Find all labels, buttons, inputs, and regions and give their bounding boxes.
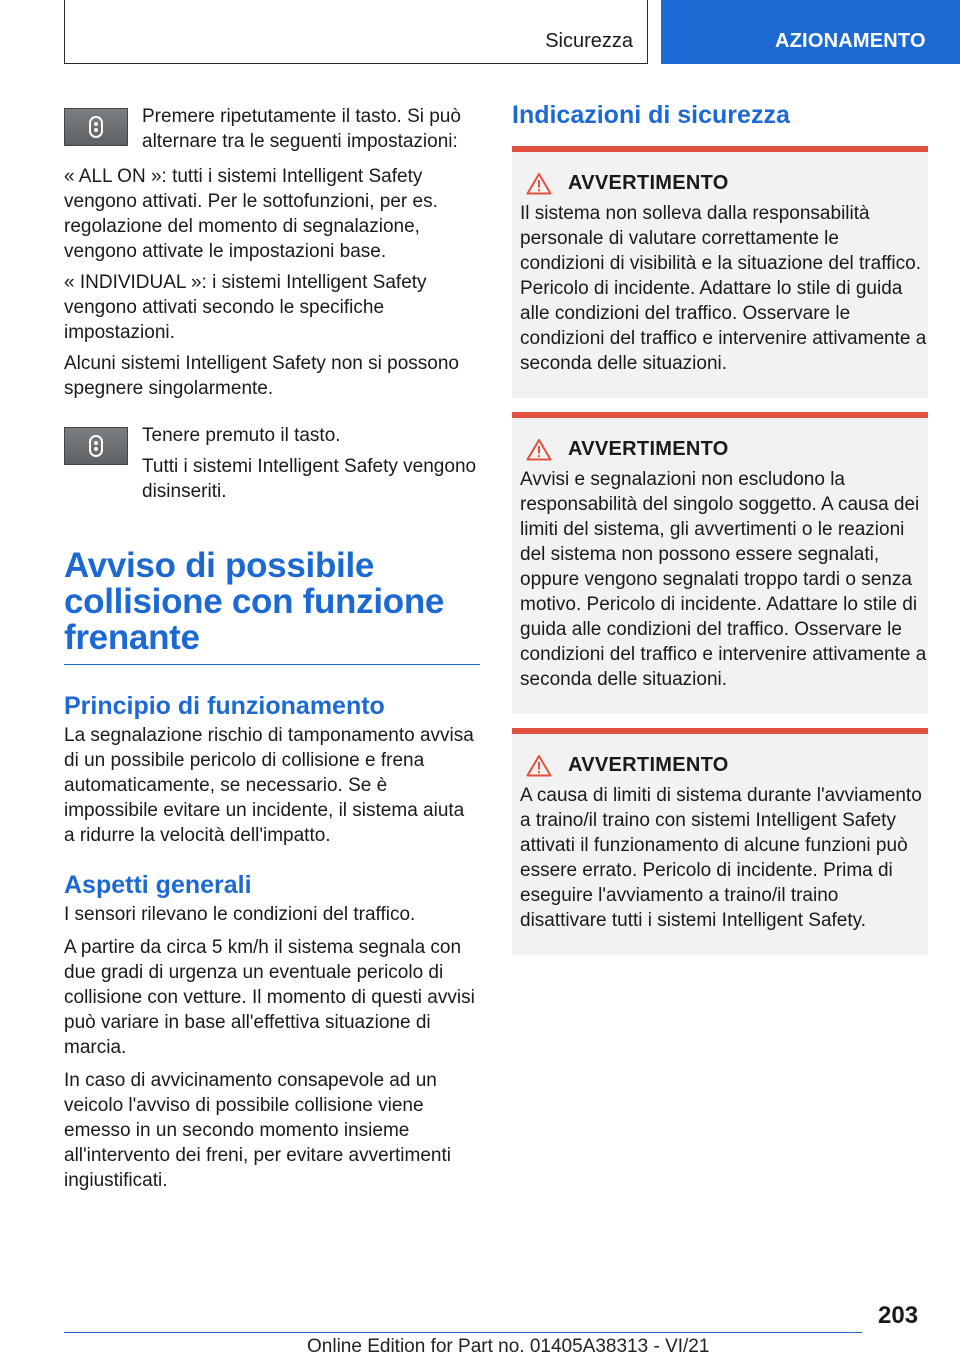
- intelligent-safety-button-icon: [64, 427, 128, 465]
- warning-title: AVVERTIMENTO: [568, 754, 729, 776]
- footer-divider: [64, 1332, 862, 1333]
- paragraph-speed-warning: A partire da circa 5 km/h il sistema segnala con due gradi di urgenza un eventuale pericolo di collisione con vetture. Il momento di questi avvisi può variare in base all'effettiva situazione di marcia.: [64, 937, 475, 1058]
- paragraph-cannot-disable: Alcuni sistemi Intelligent Safety non si possono spegnere singolarmente.: [64, 353, 459, 399]
- warning-box: [512, 146, 928, 398]
- paragraph-all-on: « ALL ON »: tutti i sistemi Intelligent Safety vengono attivati. Per le sottofunzioni, per es. regolazione del momento di segnalazione, vengono attivate le impostazioni base.: [64, 166, 438, 262]
- heading-collision-warning: Avviso di possibile collisione con funzione frenante: [64, 548, 480, 665]
- warning-box: [512, 412, 928, 714]
- page-number: 203: [878, 1302, 919, 1329]
- paragraph-all-disabled: Tutti i sistemi Intelligent Safety vengono disinseriti.: [142, 456, 477, 502]
- paragraph-hold-button: Tenere premuto il tasto.: [142, 425, 341, 446]
- section-label: Sicurezza: [545, 30, 633, 52]
- button-hold-instruction: [64, 423, 480, 504]
- warning-header: [526, 754, 928, 777]
- heading-safety-notes: Indicazioni di sicurezza: [512, 101, 790, 129]
- header-section-box: [64, 0, 648, 64]
- warning-box: [512, 728, 928, 955]
- warning-text: Il sistema non solleva dalla responsabilità personale di valutare correttamente le condizioni di visibilità e la situazione del traffico. Pericolo di incidente. Adattare lo stile di guida alle condizioni del traffico. Osservare le condizioni del traffico e intervenire attivamente a seconda delle situazioni.: [520, 203, 927, 374]
- warning-text: Avvisi e segnalazioni non escludono la responsabilità del singolo soggetto. A causa dei limiti del sistema, gli avvertimenti o le reazioni del sistema non possono essere segnalati, oppure vengono segnalati troppo tardi o senza motivo. Pericolo di incidente. Adattare lo stile di guida alle condizioni del traffico. Osservare le condizioni del traffico e intervenire attivamente a seconda delle situazioni.: [520, 469, 927, 690]
- button-press-instruction: [64, 104, 480, 158]
- paragraph-individual: « INDIVIDUAL »: i sistemi Intelligent Safety vengono attivati secondo le specifiche impostazioni.: [64, 272, 427, 343]
- warning-title: AVVERTIMENTO: [568, 438, 729, 460]
- paragraph-sensors: I sensori rilevano le condizioni del traffico.: [64, 904, 416, 925]
- right-column: [512, 100, 928, 955]
- warning-triangle-icon: [526, 172, 552, 195]
- paragraph-principle: La segnalazione rischio di tamponamento avvisa di un possibile pericolo di collisione e frena automaticamente, se necessario. Se è impossibile evitare un incidente, il sistema aiuta a ridurre la velocità dell'impatto.: [64, 725, 474, 846]
- warning-header: [526, 438, 928, 461]
- paragraph-press-repeatedly: Premere ripetutamente il tasto. Si può alternare tra le seguenti impostazioni:: [142, 106, 461, 152]
- footer-edition: Online Edition for Part no. 01405A38313 - VI/21: [307, 1336, 710, 1357]
- warning-text: A causa di limiti di sistema durante l'avviamento a traino/il traino con sistemi Intelligent Safety attivati il funzionamento di alcune funzioni può essere errato. Pericolo di incidente. Prima di eseguire l'avviamento a traino/il traino disattivare tutti i sistemi Intelligent Safety.: [520, 785, 922, 931]
- warning-title: AVVERTIMENTO: [568, 172, 729, 194]
- warning-header: [526, 172, 928, 195]
- heading-principle: Principio di funzionamento: [64, 692, 385, 720]
- warning-triangle-icon: [526, 754, 552, 777]
- heading-general-aspects: Aspetti generali: [64, 871, 252, 899]
- intelligent-safety-button-icon: [64, 108, 128, 146]
- paragraph-approach: In caso di avvicinamento consapevole ad un veicolo l'avviso di possibile collisione viene emesso in un secondo momento insieme all'intervento dei freni, per evitare avvertimenti ingiustificati.: [64, 1070, 451, 1191]
- chapter-tab: AZIONAMENTO: [661, 0, 960, 64]
- warning-triangle-icon: [526, 438, 552, 461]
- left-column: [64, 104, 480, 1193]
